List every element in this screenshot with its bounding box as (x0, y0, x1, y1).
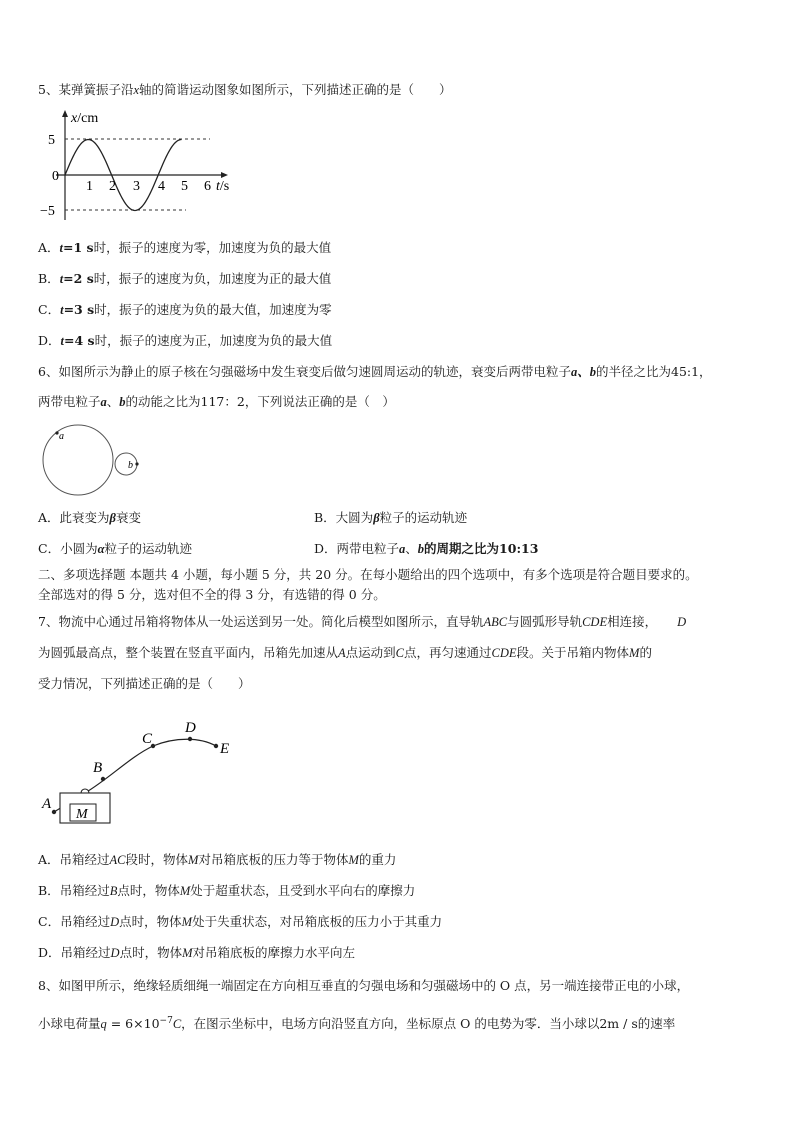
q8-l2-mid: ，在图示坐标中，电场方向沿竖直方向，坐标原点 O 的电势为零．当小球以 (181, 1016, 600, 1032)
q7-l2-a: A (338, 646, 346, 660)
q5-option-a (38, 240, 331, 256)
q7-l2-mid2: 点，再匀速通过 (404, 645, 492, 660)
q6-opt-a-rest: 衰变 (115, 510, 141, 525)
q6-option-b (314, 510, 467, 526)
q5-xlabel: t/s (216, 179, 230, 194)
q6-opt-a-sym: β (109, 511, 116, 525)
q6-circles-figure (40, 422, 150, 502)
q6-opt-c-rest: 粒子的运动轨迹 (104, 541, 193, 556)
q8-l2-exp: −7 (159, 1016, 173, 1026)
q5-opt-c-letter: C． (38, 302, 61, 317)
q7-option-d (38, 945, 355, 961)
q7-opt-a-p5: M (348, 853, 359, 867)
q7-opt-b-p0: 吊箱经过 (59, 883, 110, 898)
q8-l2-end: 的速率 (637, 1016, 676, 1032)
q7-opt-a-p6: 的重力 (358, 852, 397, 867)
q5-stem-rest: 轴的简谐运动图象如图所示，下列描述正确的是（ ） (139, 82, 452, 97)
q6-opt-d-rest: 的周期之比为10:13 (424, 541, 539, 556)
q7-stem-line1 (38, 614, 686, 630)
q7-l2-cde: CDE (491, 646, 517, 660)
q6-opt-a-text: A．此衰变为 (38, 510, 110, 525)
q8-l2-unit: C (172, 1017, 182, 1032)
q5-xtick-2: 2 (109, 179, 116, 194)
q8-l2-speed: 2m / s (599, 1016, 638, 1032)
q6-stem2-a: a (100, 395, 107, 409)
q5-opt-d-t: t (60, 334, 65, 348)
q7-label-c: C (142, 731, 153, 747)
q7-l1-end: 相连接， (607, 614, 658, 629)
q6-big-circle (43, 425, 113, 495)
q7-l2-m: M (629, 646, 640, 660)
q7-track-figure (40, 715, 240, 830)
q5-opt-d-text: 时，振子的速度为正，加速度为负的最大值 (94, 333, 333, 348)
q6-opt-b-sym: β (373, 511, 380, 525)
q7-opt-d-p1: D (110, 946, 120, 960)
q5-option-d (38, 333, 332, 349)
q6-stem2-sep: 、 (106, 394, 120, 409)
q6-stem1-ab: a、b (570, 365, 596, 379)
q5-opt-c-t: t (60, 303, 64, 317)
q7-stem-line2 (38, 645, 652, 661)
q7-opt-a-letter: A． (38, 852, 60, 867)
q7-label-a: A (42, 796, 52, 812)
q5-opt-d-eq: =4 s (64, 333, 95, 348)
q7-l2-mid: 点运动到 (345, 645, 396, 660)
section2-line2: 全部选对的得 5 分，选对但不全的得 3 分，有选错的得 0 分。 (38, 587, 386, 602)
q8-l2-q: q (100, 1017, 107, 1032)
q7-l1-cde: CDE (582, 615, 608, 629)
q7-opt-d-p0: 吊箱经过 (60, 945, 111, 960)
q5-graph (38, 108, 248, 223)
q6-opt-d-b: b (417, 542, 425, 556)
q6-stem-line2 (38, 394, 395, 410)
q7-label-b: B (93, 760, 103, 776)
q6-opt-b-rest: 粒子的运动轨迹 (379, 510, 468, 525)
q7-l2-end: 的 (639, 645, 652, 660)
q6-option-d (314, 541, 538, 557)
q8-l2-eq: = 6×10 (106, 1016, 160, 1032)
q7-l1-pre: 7、物流中心通过吊箱将物体从一处运送到另一处。简化后模型如图所示，直导轨 (38, 614, 484, 629)
q7-opt-d-p4: 对吊箱底板的摩擦力水平向左 (192, 945, 356, 960)
q7-opt-c-p4: 处于失重状态，对吊箱底板的压力小于其重力 (192, 914, 443, 929)
q7-label-d: D (185, 720, 196, 736)
q6-stem1-text: 6、如图所示为静止的原子核在匀强磁场中发生衰变后做匀速圆周运动的轨迹，衰变后两带电粒子 (38, 364, 571, 379)
q7-opt-d-p2: 点时，物体 (119, 945, 183, 960)
q5-ylabel: x/cm (71, 111, 99, 126)
q8-l2-pre: 小球电荷量 (38, 1016, 101, 1032)
q6-label-b: b (128, 460, 133, 471)
section2-line1: 二、多项选择题 本题共 4 小题，每小题 5 分，共 20 分。在每小题给出的四个选项中，有多个选项是符合题目要求的。 (38, 567, 698, 582)
q5-ytick-0: 0 (52, 169, 59, 184)
q7-l1-d: D (677, 615, 687, 629)
q5-opt-b-t: t (59, 272, 64, 286)
q7-label-m: M (76, 807, 88, 822)
q7-opt-a-p4: 对吊箱底板的压力等于物体 (198, 852, 349, 867)
q6-stem-line1 (38, 364, 712, 380)
q7-opt-c-p2: 点时，物体 (119, 914, 182, 929)
q5-xtick-4: 4 (158, 179, 165, 194)
q6-opt-d-text: D．两带电粒子 (314, 541, 400, 556)
q6-stem1-rest: 的半径之比为45:1， (595, 364, 712, 379)
q5-stem-text: 5、某弹簧振子沿 (38, 82, 134, 97)
q5-stem (38, 82, 452, 98)
q7-l1-mid: 与圆弧形导轨 (507, 614, 583, 629)
q7-option-c (38, 914, 442, 930)
q7-option-a (38, 852, 396, 868)
q5-opt-a-eq: =1 s (63, 240, 94, 255)
q5-opt-d-letter: D． (38, 333, 61, 348)
q7-opt-b-p1: B (109, 884, 118, 898)
q5-opt-b-eq: =2 s (63, 271, 94, 286)
q7-stem-line3: 受力情况，下列描述正确的是（ ） (38, 676, 251, 691)
q5-opt-a-letter: A． (38, 240, 60, 255)
q7-opt-b-letter: B． (38, 883, 60, 898)
q7-option-b (38, 883, 415, 899)
q5-opt-b-letter: B． (38, 271, 60, 286)
q7-opt-b-p3: M (179, 884, 191, 898)
q7-opt-a-p1: AC (109, 853, 126, 867)
q6-stem2-b: b (119, 395, 126, 409)
q7-l1-abc: ABC (483, 615, 508, 629)
q7-opt-c-p0: 吊箱经过 (60, 914, 111, 929)
q7-opt-b-p2: 点时，物体 (117, 883, 180, 898)
q7-opt-c-letter: C． (38, 914, 61, 929)
q5-xtick-5: 5 (181, 179, 188, 194)
q6-label-a: a (59, 431, 64, 442)
q6-opt-d-a: a (399, 542, 406, 556)
q6-option-c (38, 541, 192, 557)
q5-opt-c-text: 时，振子的速度为负的最大值，加速度为零 (94, 302, 332, 317)
q6-stem2-rest: 的动能之比为117：2，下列说法正确的是（ ） (125, 394, 395, 409)
q5-opt-a-text: 时，振子的速度为零，加速度为负的最大值 (93, 240, 332, 255)
q7-l2-c: C (395, 646, 405, 660)
q6-small-circle (115, 453, 137, 475)
q8-line2 (38, 1013, 675, 1032)
q7-l2-mid3: 段。关于吊箱内物体 (516, 645, 630, 660)
q5-option-c (38, 302, 332, 318)
q7-opt-d-letter: D． (38, 945, 61, 960)
q7-opt-c-p3: M (181, 915, 193, 929)
q7-l2-pre: 为圆弧最高点，整个装置在竖直平面内，吊箱先加速从 (38, 645, 339, 660)
q5-opt-b-text: 时，振子的速度为负，加速度为正的最大值 (93, 271, 332, 286)
q7-opt-b-p4: 处于超重状态，且受到水平向右的摩擦力 (190, 883, 416, 898)
q6-stem2-pre: 两带电粒子 (38, 394, 101, 409)
q5-opt-a-t: t (59, 241, 64, 255)
q6-opt-c-sym: α (97, 542, 105, 556)
q7-opt-a-p2: 段时，物体 (125, 852, 189, 867)
q7-opt-a-p0: 吊箱经过 (59, 852, 110, 867)
q5-opt-c-eq: =3 s (63, 302, 95, 317)
q6-opt-b-text: B．大圆为 (314, 510, 374, 525)
q5-xtick-3: 3 (133, 179, 140, 194)
q6-opt-c-text: C．小圆为 (38, 541, 98, 556)
q5-ytick-neg5: −5 (40, 204, 55, 219)
q5-xtick-6: 6 (204, 179, 211, 194)
q7-opt-d-p3: M (182, 946, 193, 960)
q5-xtick-1: 1 (86, 179, 93, 194)
q7-opt-a-p3: M (188, 853, 199, 867)
q8-line1: 8、如图甲所示，绝缘轻质细绳一端固定在方向相互垂直的匀强电场和匀强磁场中的 O 点，另一端连接带正电的小球， (38, 978, 690, 993)
q7-opt-c-p1: D (110, 915, 120, 929)
q7-label-e: E (220, 741, 230, 757)
q5-ytick-5: 5 (48, 133, 55, 148)
q5-stem-var: x (133, 83, 140, 97)
q5-option-b (38, 271, 331, 287)
q6-opt-d-sep: 、 (405, 541, 418, 556)
q6-option-a (38, 510, 141, 526)
